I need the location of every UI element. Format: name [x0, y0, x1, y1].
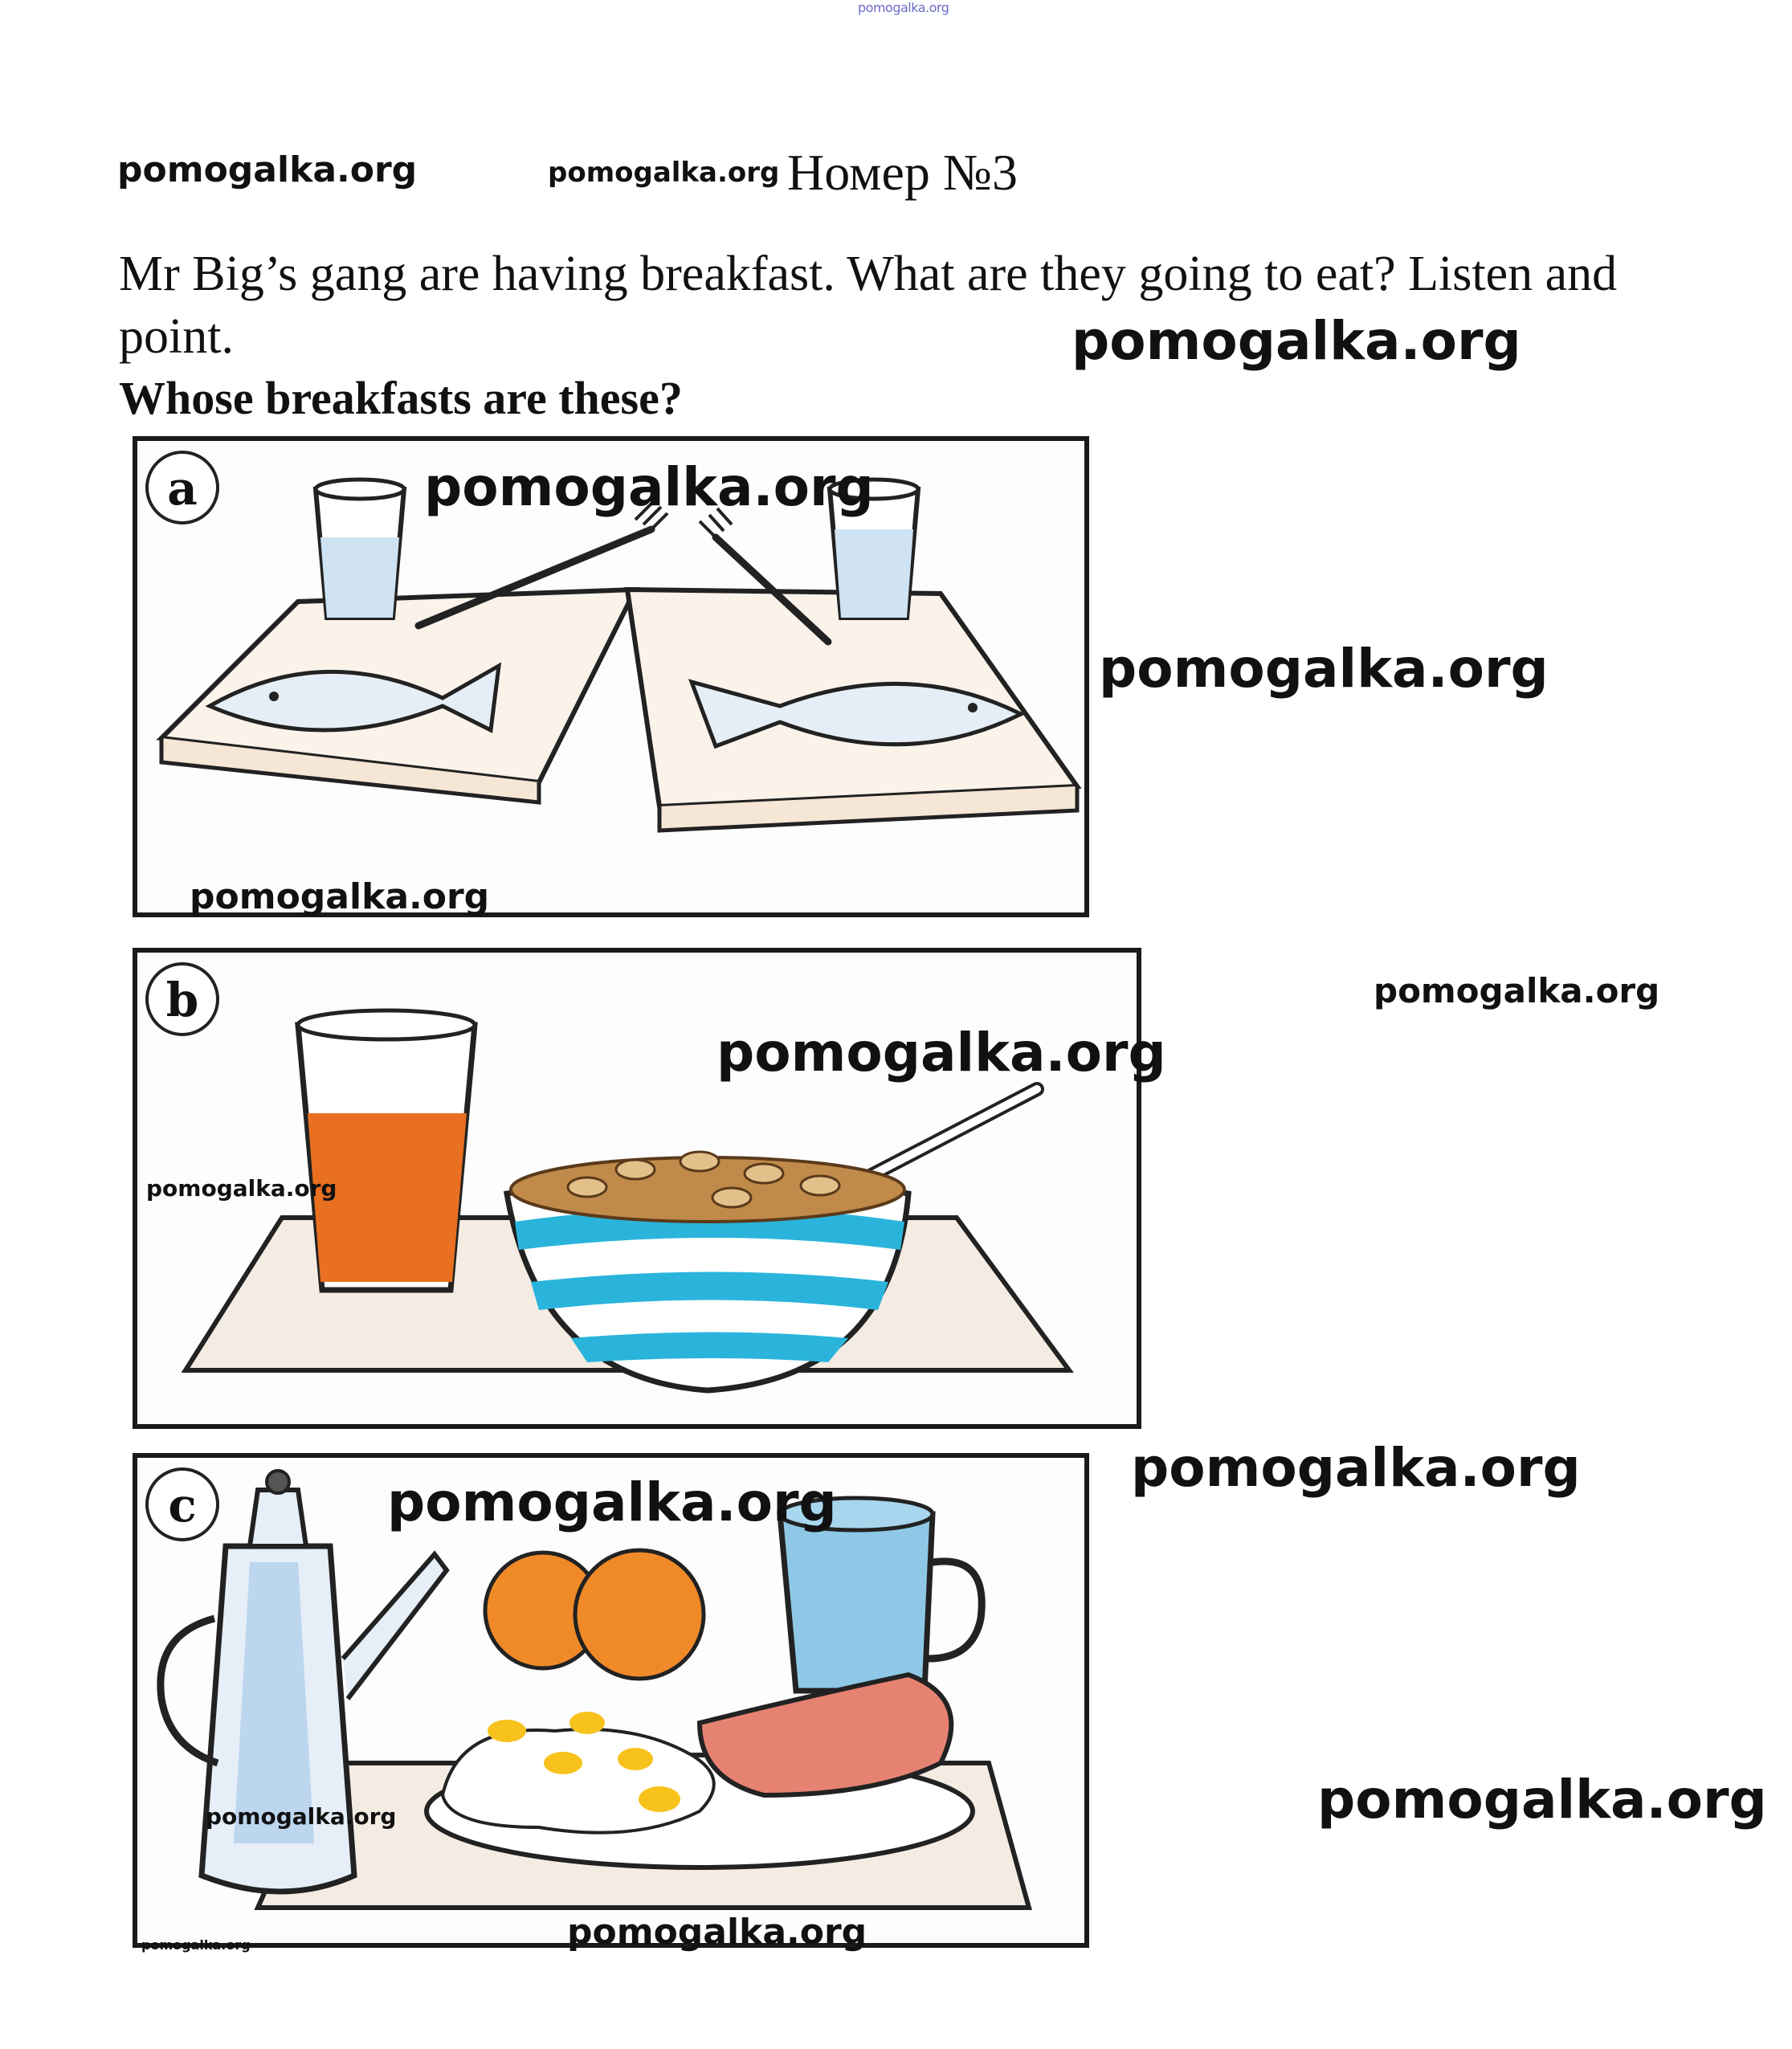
watermark: pomogalka.org: [1131, 1437, 1581, 1499]
top-watermark: pomogalka.org: [858, 0, 949, 15]
watermark: pomogalka.org: [1374, 971, 1660, 1010]
watermark: pomogalka.org: [1099, 638, 1549, 700]
panel-letter: b: [145, 962, 219, 1036]
watermark: pomogalka.org: [141, 1937, 251, 1953]
watermark: pomogalka.org: [206, 1803, 397, 1830]
watermark: pomogalka.org: [548, 157, 780, 189]
panel-letter: a: [145, 451, 219, 524]
watermark: pomogalka.org: [190, 876, 490, 917]
watermark: pomogalka.org: [117, 149, 418, 190]
watermark: pomogalka.org: [1072, 310, 1521, 372]
watermark: pomogalka.org: [424, 456, 874, 518]
watermark: pomogalka.org: [1317, 1769, 1767, 1831]
question-heading: Whose breakfasts are these?: [119, 372, 683, 424]
watermark: pomogalka.org: [387, 1471, 837, 1533]
watermark: pomogalka.org: [567, 1912, 867, 1953]
page-title: Номер №3: [787, 144, 1018, 201]
watermark: pomogalka.org: [146, 1175, 337, 1202]
watermark: pomogalka.org: [716, 1022, 1166, 1084]
panel-letter: c: [145, 1467, 219, 1541]
instruction-text: Mr Big’s gang are having breakfast. What are they going to eat? Listen and point.: [119, 247, 1618, 364]
